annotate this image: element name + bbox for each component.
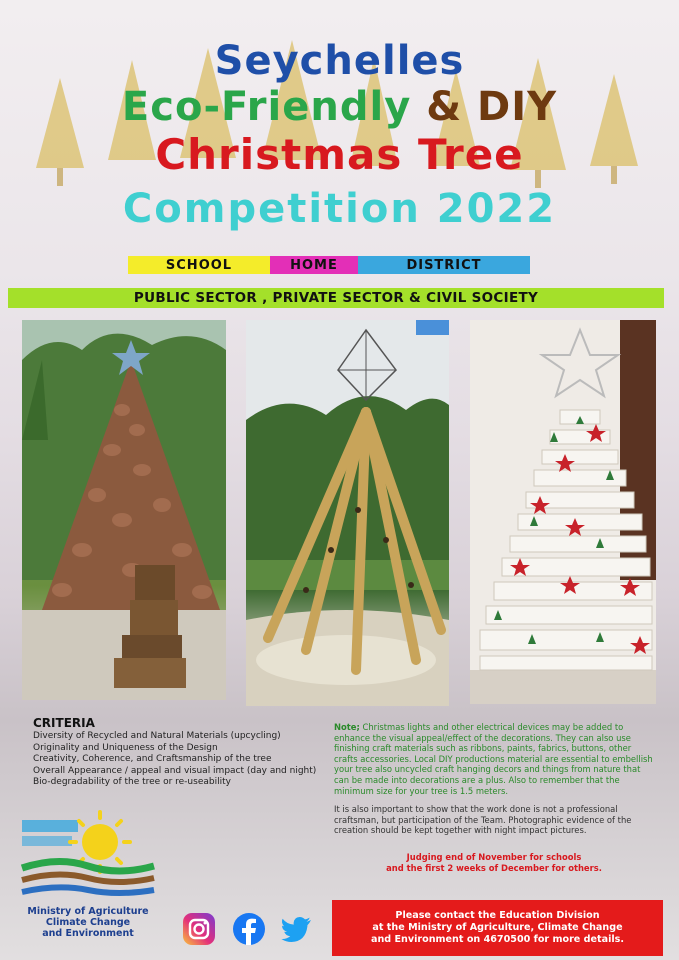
note-text-2: Also to remember that the minimum size for your tree is 1.5 meters. bbox=[334, 774, 620, 796]
sector-bar: PUBLIC SECTOR , PRIVATE SECTOR & CIVIL SOCIETY bbox=[8, 288, 664, 308]
criteria-item: Bio-degradability of the tree or re-useability bbox=[33, 777, 231, 787]
facebook-icon[interactable] bbox=[232, 912, 266, 946]
ministry-name bbox=[18, 906, 158, 939]
criteria-item: Creativity, Coherence, and Craftsmanship of the tree bbox=[33, 754, 272, 764]
note-paragraph-2: It is also important to show that the work done is not a professional craftsman, but participation of the Team. Photographic evidence of the creation should be kept together with night impact pictures. bbox=[334, 804, 632, 836]
criteria-item: Diversity of Recycled and Natural Materials (upcycling) bbox=[33, 731, 281, 741]
ministry-line-3: and Environment bbox=[42, 928, 134, 939]
judging-line-1: Judging end of November for schools bbox=[406, 852, 582, 862]
note-label: Note; bbox=[334, 722, 360, 732]
title-eco-friendly: Eco-Friendly bbox=[121, 84, 412, 130]
photo-bamboo-tree bbox=[246, 320, 449, 706]
instagram-icon[interactable] bbox=[182, 912, 216, 946]
ministry-line-2: Climate Change bbox=[45, 917, 131, 928]
title-competition-year: Competition 2022 bbox=[122, 186, 557, 232]
criteria-item: Originality and Uniqueness of the Design bbox=[33, 742, 218, 753]
category-bar bbox=[128, 256, 530, 274]
contact-box bbox=[332, 900, 663, 956]
contact-line-2: at the Ministry of Agriculture, Climate Change bbox=[372, 922, 623, 933]
contact-line-3: and Environment on 4670500 for more details. bbox=[370, 934, 625, 945]
judging-dates bbox=[334, 852, 654, 874]
notes-section bbox=[334, 722, 654, 844]
title-christmas-tree: Christmas Tree bbox=[155, 130, 524, 179]
ministry-sun-logo bbox=[18, 806, 158, 904]
photo-pallet-tree bbox=[470, 320, 656, 704]
note-text-1: Christmas lights and other electrical devices may be added to enhance the visual appeal/effect of the decorations. They can also use finishing craft materials such as ribbons, paints, fabrics, buttons, other crafts accessories. Local DIY productions material are essential to embellish your tree also uncycled craft hanging decors and things from nature that can be made into decorations are a plus. bbox=[334, 722, 653, 785]
criteria-heading: CRITERIA bbox=[33, 716, 95, 730]
category-district: DISTRICT bbox=[358, 256, 530, 274]
contact-line-1: Please contact the Education Division bbox=[395, 910, 600, 921]
category-school: SCHOOL bbox=[128, 256, 270, 274]
criteria-item: Overall Appearance / appeal and visual impact (day and night) bbox=[33, 765, 317, 776]
judging-line-2: and the first 2 weeks of December for others. bbox=[386, 863, 602, 873]
twitter-icon[interactable] bbox=[280, 912, 314, 946]
photo-coconut-shell-tree bbox=[22, 320, 226, 700]
note-paragraph-1 bbox=[334, 722, 654, 796]
title-diy: & DIY bbox=[426, 84, 558, 130]
title-eco-friendly-diy bbox=[0, 84, 679, 130]
ministry-line-1: Ministry of Agriculture bbox=[27, 906, 149, 917]
category-home: HOME bbox=[270, 256, 358, 274]
title-seychelles: Seychelles bbox=[214, 38, 465, 84]
criteria-list bbox=[33, 731, 316, 789]
